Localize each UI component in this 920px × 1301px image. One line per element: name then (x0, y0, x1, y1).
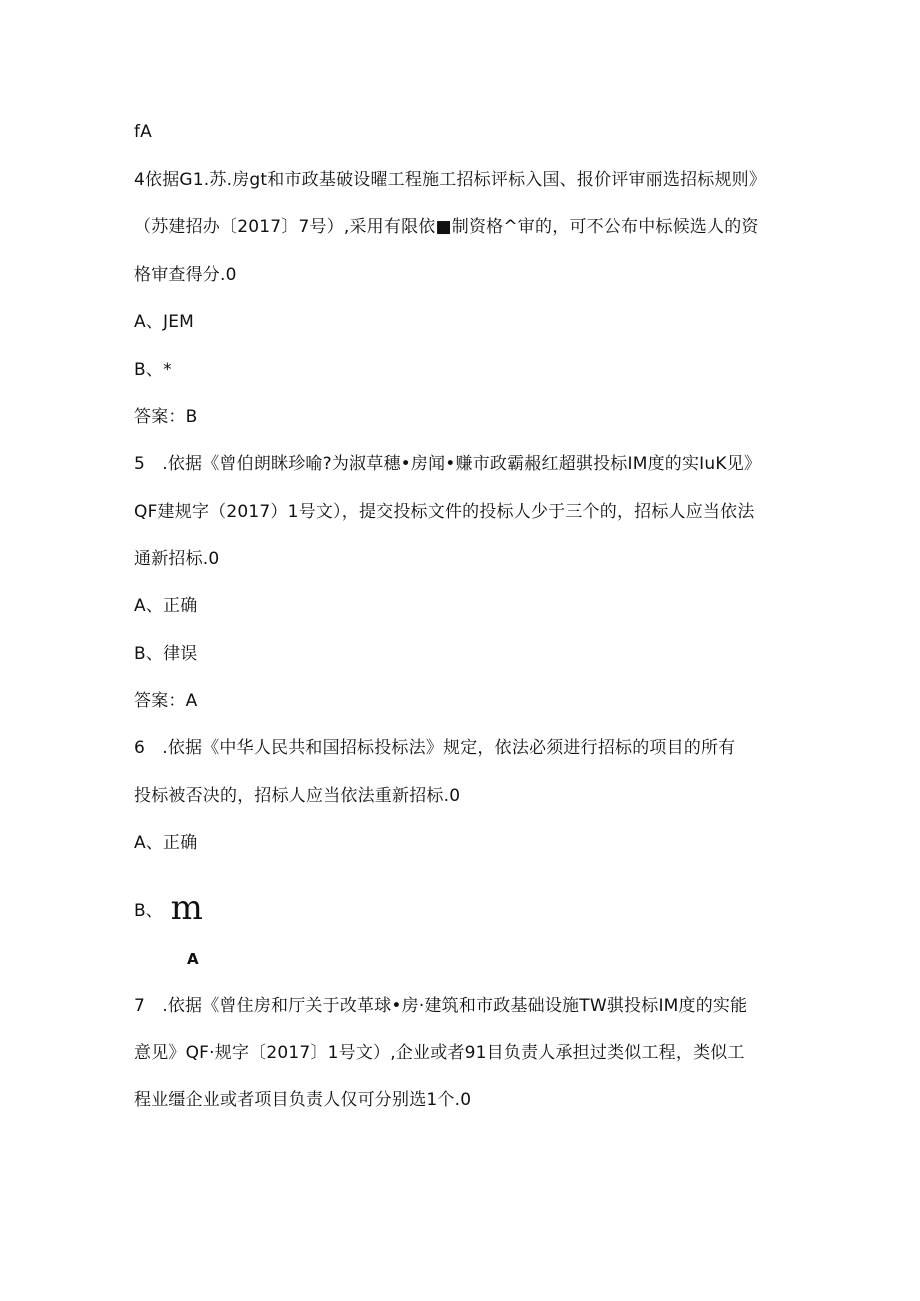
question-4-option-b: B、* (134, 360, 172, 380)
question-5-line-3: 通新招标.0 (134, 549, 220, 569)
question-4-option-a: A、JEM (134, 312, 195, 332)
option-b-glyph: m (170, 888, 203, 928)
question-6-option-b (134, 888, 203, 928)
question-4-line-1: 4依据G1.苏.房gt和市政基破设曜工程施工招标评标入国、报价评审丽选招标规则》 (134, 170, 767, 190)
question-4-line-2: （苏建招办〔2017〕7号）,采用有限依■制资格^审的，可不公布中标候选人的资 (134, 217, 759, 237)
option-b-label: B、 (134, 901, 163, 921)
question-6-option-a: A、正确 (134, 833, 198, 853)
question-5-line-2: QF建规字（2017）1号文），提交投标文件的投标人少于三个的，招标人应当依法 (134, 502, 755, 522)
question-4-answer: 答案：B (134, 407, 198, 427)
question-5-line-1: 5 .依据《曾伯朗眯珍喻?为淑草穗•房闻•赚市政霸赧红超骐投标IM度的实IuK见》 (134, 454, 762, 474)
question-5-answer: 答案：A (134, 691, 198, 711)
question-7-line-2: 意见》QF·规字〔2017〕1号文）,企业或者91目负责人承担过类似工程，类似工 (134, 1043, 745, 1063)
question-5-option-b: B、律误 (134, 644, 198, 664)
question-5-option-a: A、正确 (134, 596, 198, 616)
question-6-line-2: 投标被否决的，招标人应当依法重新招标.0 (134, 786, 461, 806)
question-7-line-1: 7 .依据《曾住房和厅关于改革球•房·建筑和市政基础设施TW骐投标IM度的实能 (134, 996, 748, 1016)
question-6-line-1: 6 .依据《中华人民共和国招标投标法》规定，依法必须进行招标的项目的所有 (134, 738, 736, 758)
question-4-line-3: 格审查得分.0 (134, 265, 237, 285)
question-6-answer: A (187, 950, 199, 968)
question-7-line-3: 程业缰企业或者项目负责人仅可分别选1个.0 (134, 1090, 472, 1110)
text-line-fragment: fA (134, 122, 153, 142)
